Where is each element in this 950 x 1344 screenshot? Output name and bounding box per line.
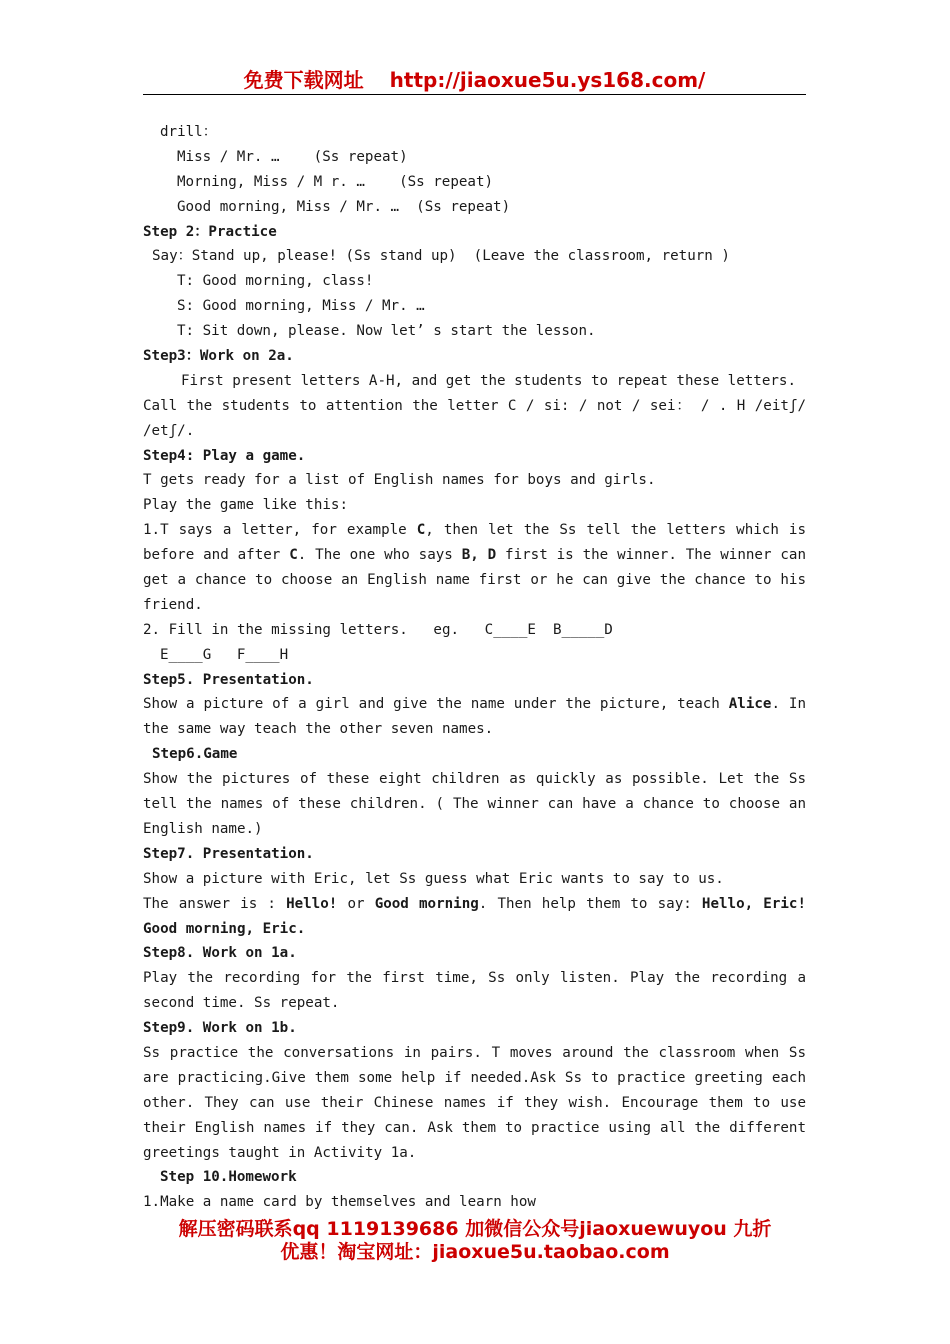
paragraph-line: First present letters A-H, and get the students to repeat these letters.: [181, 372, 796, 389]
dialogue-line: T: Sit down, please. Now let’ s start the lesson.: [177, 323, 596, 340]
paragraph-line: second time. Ss repeat.: [143, 995, 340, 1012]
paragraph-line: get a chance to choose an English name first or he can give the chance to his: [143, 572, 806, 589]
paragraph-line: Play the game like this:: [143, 497, 348, 514]
step-heading: Step4: Play a game.: [143, 447, 306, 464]
step-heading: Step8. Work on 1a.: [143, 945, 297, 962]
paragraph-line: /etʃ/.: [143, 422, 195, 439]
dialogue-line: T: Good morning, class!: [177, 273, 374, 290]
paragraph-line: their English names if they can. Ask them to practice using all the different: [143, 1119, 806, 1136]
dialogue-line: S: Good morning, Miss / Mr. …: [177, 298, 425, 315]
paragraph-line: tell the names of these children. ( The winner can have a chance to choose an: [143, 796, 806, 813]
paragraph-line: before and after C. The one who says B, D first is the winner. The winner can: [143, 547, 806, 564]
footer-line: 解压密码联系qq 1119139686 加微信公众号jiaoxuewuyou 九折: [178, 1218, 772, 1240]
step-heading: Step9. Work on 1b.: [143, 1020, 297, 1037]
paragraph-line: Ss practice the conversations in pairs. T moves around the classroom when Ss: [143, 1044, 806, 1061]
paragraph-line: English name.): [143, 820, 263, 837]
step-heading: Step6.Game: [152, 746, 238, 763]
paragraph-line: 1.T says a letter, for example C, then let the Ss tell the letters which is: [143, 522, 806, 539]
paragraph-line: Show a picture with Eric, let Ss guess what Eric wants to say to us.: [143, 870, 724, 887]
fill-exercise: 2. Fill in the missing letters. eg. C____E B_____D: [143, 621, 613, 638]
paragraph-line: Call the students to attention the letter C / si: / not / sei： / . H /eitʃ/: [143, 397, 806, 414]
paragraph-line: the same way teach the other seven names.: [143, 721, 494, 738]
paragraph-line: friend.: [143, 596, 203, 613]
step-heading: Step7. Presentation.: [143, 845, 314, 862]
header-url[interactable]: http://jiaoxue5u.ys168.com/: [389, 68, 706, 92]
drill-line: Good morning, Miss / Mr. … (Ss repeat): [177, 198, 511, 215]
paragraph-line: 1.Make a name card by themselves and learn how: [143, 1194, 536, 1211]
paragraph-line: other. They can use their Chinese names if they wish. Encourage them to use: [143, 1094, 806, 1111]
footer-line: 优惠！淘宝网址：jiaoxue5u.taobao.com: [280, 1241, 670, 1263]
step-heading: Step 10.Homework: [160, 1169, 297, 1186]
header-rule: [143, 94, 806, 95]
page-header: [143, 66, 806, 94]
paragraph-line: are practicing.Give them some help if needed.Ask Ss to practice greeting each: [143, 1069, 806, 1086]
header-label: 免费下载网址: [243, 68, 364, 92]
step-heading: Step5. Presentation.: [143, 671, 314, 688]
document-body: [143, 120, 806, 1215]
paragraph-line: Show the pictures of these eight children as quickly as possible. Let the Ss: [143, 771, 806, 788]
step-heading: Step 2：Practice: [143, 223, 277, 240]
step-heading: Step3：Work on 2a.: [143, 348, 294, 365]
paragraph-line: Good morning, Eric.: [143, 920, 306, 937]
drill-line: Miss / Mr. … (Ss repeat): [177, 148, 408, 165]
paragraph-line: greetings taught in Activity 1a.: [143, 1144, 417, 1161]
page-footer: [0, 1218, 950, 1264]
drill-line: Morning, Miss / M r. … (Ss repeat): [177, 173, 494, 190]
paragraph-line: The answer is : Hello! or Good morning. Then help them to say: Hello, Eric!: [143, 895, 806, 912]
paragraph-line: Say：Stand up, please! (Ss stand up) (Leave the classroom, return ): [152, 248, 730, 265]
fill-exercise: E____G F____H: [160, 646, 289, 663]
paragraph-line: Show a picture of a girl and give the name under the picture, teach Alice. In: [143, 696, 806, 713]
paragraph-line: Play the recording for the first time, Ss only listen. Play the recording a: [143, 970, 806, 987]
drill-label: drill：: [160, 124, 217, 140]
paragraph-line: T gets ready for a list of English names for boys and girls.: [143, 472, 656, 489]
